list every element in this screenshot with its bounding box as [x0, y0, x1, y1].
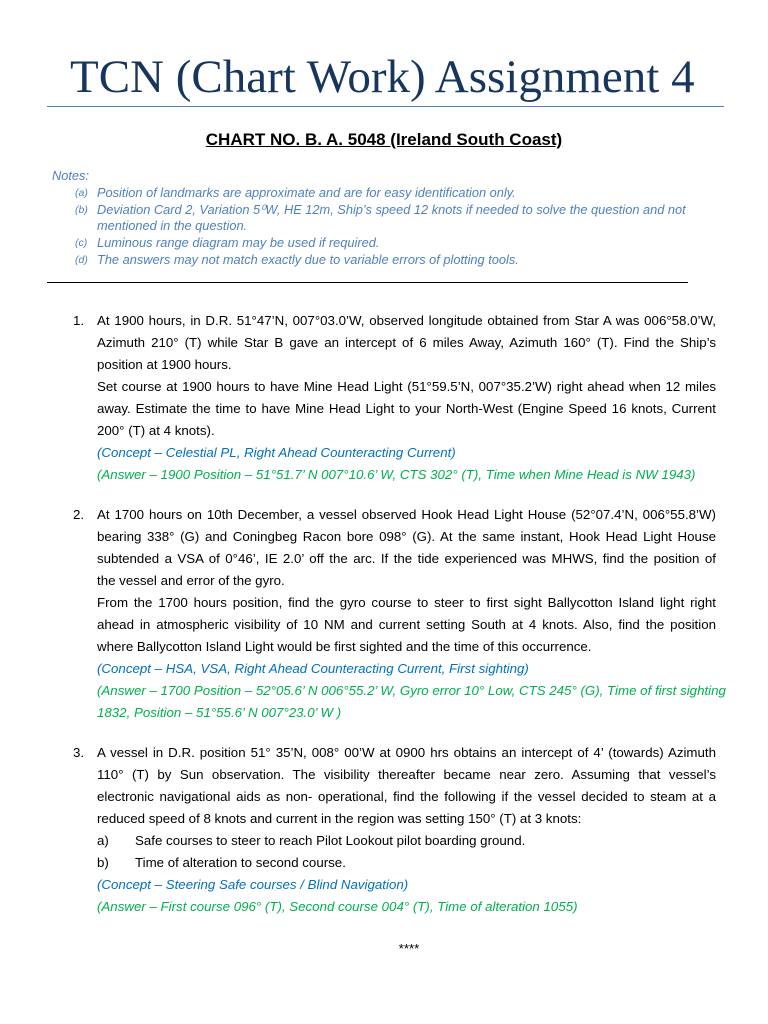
concept-line: (Concept – HSA, VSA, Right Ahead Counteracting Current, First sighting) [97, 661, 529, 676]
chart-subtitle: CHART NO. B. A. 5048 (Ireland South Coast) [205, 130, 563, 149]
sub-item [97, 852, 716, 874]
concept-line: (Concept – Celestial PL, Right Ahead Counteracting Current) [97, 445, 456, 460]
note-label: (b) [75, 203, 88, 216]
note-item [0, 252, 768, 269]
question-2 [0, 504, 768, 724]
question-3 [0, 742, 768, 918]
question-number: 2. [73, 507, 85, 522]
answer-line: (Answer – 1700 Position – 52°05.6’ N 006°55.2’ W, Gyro error 10° Low, CTS 245° (G), Time of first sighting [97, 683, 726, 698]
question-line: bearing 338° (G) and Coningbeg Racon bore 098° (G). At the same instant, Hook Head Light House [97, 529, 716, 544]
note-item [0, 235, 768, 252]
title-underline-rule [47, 106, 724, 107]
question-line: reduced speed of 8 knots and current in the region was setting 150° (T) at 3 knots: [97, 811, 582, 826]
sub-item [97, 830, 716, 852]
question-line: ahead in atmospheric visibility of 10 NM and current setting South at 4 knots. Also, find the position [97, 617, 716, 632]
note-text: mentioned in the question. [97, 218, 248, 234]
answer-line: 1832, Position – 51°55.6’ N 007°23.0’ W ) [97, 705, 342, 720]
question-line: From the 1700 hours position, find the gyro course to steer to first sight Ballycotton Island light right [97, 595, 716, 610]
notes-section [0, 168, 768, 269]
question-line: position at 1900 hours. [97, 357, 232, 372]
question-line: Set course at 1900 hours to have Mine Head Light (51°59.5’N, 007°35.2’W) right ahead when 12 miles [97, 379, 716, 394]
note-item-continuation [0, 218, 768, 235]
question-line: A vessel in D.R. position 51° 35’N, 008° 00’W at 0900 hrs obtains an intercept of 4’ (towards) Azimuth [97, 745, 716, 760]
note-text: The answers may not match exactly due to variable errors of plotting tools. [97, 251, 519, 267]
note-item [0, 185, 768, 202]
sub-item-text: Safe courses to steer to reach Pilot Lookout pilot boarding ground. [135, 833, 526, 848]
question-line: away. Estimate the time to have Mine Head Light to your North-West (Engine Speed 16 knots, Current [97, 401, 716, 416]
question-number: 3. [73, 745, 85, 760]
notes-divider [47, 282, 688, 283]
notes-heading: Notes: [52, 168, 89, 183]
question-line: where Ballycotton Island Light would be first sighted and the time of this occurrence. [97, 639, 592, 654]
end-mark: **** [398, 941, 420, 956]
note-label: (d) [75, 253, 88, 266]
note-text: Luminous range diagram may be used if required. [97, 235, 380, 251]
question-1 [0, 310, 768, 486]
note-label: (a) [75, 186, 88, 199]
note-item [0, 202, 768, 219]
sub-item-label: a) [97, 833, 109, 848]
document-title: TCN (Chart Work) Assignment 4 [70, 51, 695, 103]
question-line: Azimuth 210° (T) while Star B gave an intercept of 6 miles Away, Azimuth 160° (T). Find the Ship’s [97, 335, 716, 350]
note-text: Deviation Card 2, Variation 5⁰W, HE 12m, Ship’s speed 12 knots if needed to solve the question and not [97, 201, 686, 217]
sub-item-text: Time of alteration to second course. [135, 855, 346, 870]
question-line: 110° (T) by Sun observation. The visibility thereafter became near zero. Assuming that vessel’s [97, 767, 716, 782]
question-line: subtended a VSA of 0°46’, IE 2.0’ off the arc. If the tide experienced was MHWS, find the position of [97, 551, 716, 566]
sub-item-label: b) [97, 855, 109, 870]
question-line: the vessel and error of the gyro. [97, 573, 285, 588]
note-label: (c) [75, 237, 88, 250]
question-line: electronic navigational aids as non- operational, find the following if the vessel decided to steam at a [97, 789, 716, 804]
question-line: 200° (T) at 4 knots). [97, 423, 215, 438]
question-line: At 1700 hours on 10th December, a vessel observed Hook Head Light House (52°07.4’N, 006°55.8’W) [97, 507, 716, 522]
note-text: Position of landmarks are approximate and are for easy identification only. [97, 184, 516, 200]
question-line: At 1900 hours, in D.R. 51°47’N, 007°03.0’W, observed longitude obtained from Star A was 006°58.0’W, [97, 313, 716, 328]
answer-line: (Answer – 1900 Position – 51°51.7’ N 007°10.6’ W, CTS 302° (T), Time when Mine Head is NW 1943) [97, 467, 696, 482]
concept-line: (Concept – Steering Safe courses / Blind Navigation) [97, 877, 409, 892]
answer-line: (Answer – First course 096° (T), Second course 004° (T), Time of alteration 1055) [97, 899, 578, 914]
question-number: 1. [73, 313, 85, 328]
